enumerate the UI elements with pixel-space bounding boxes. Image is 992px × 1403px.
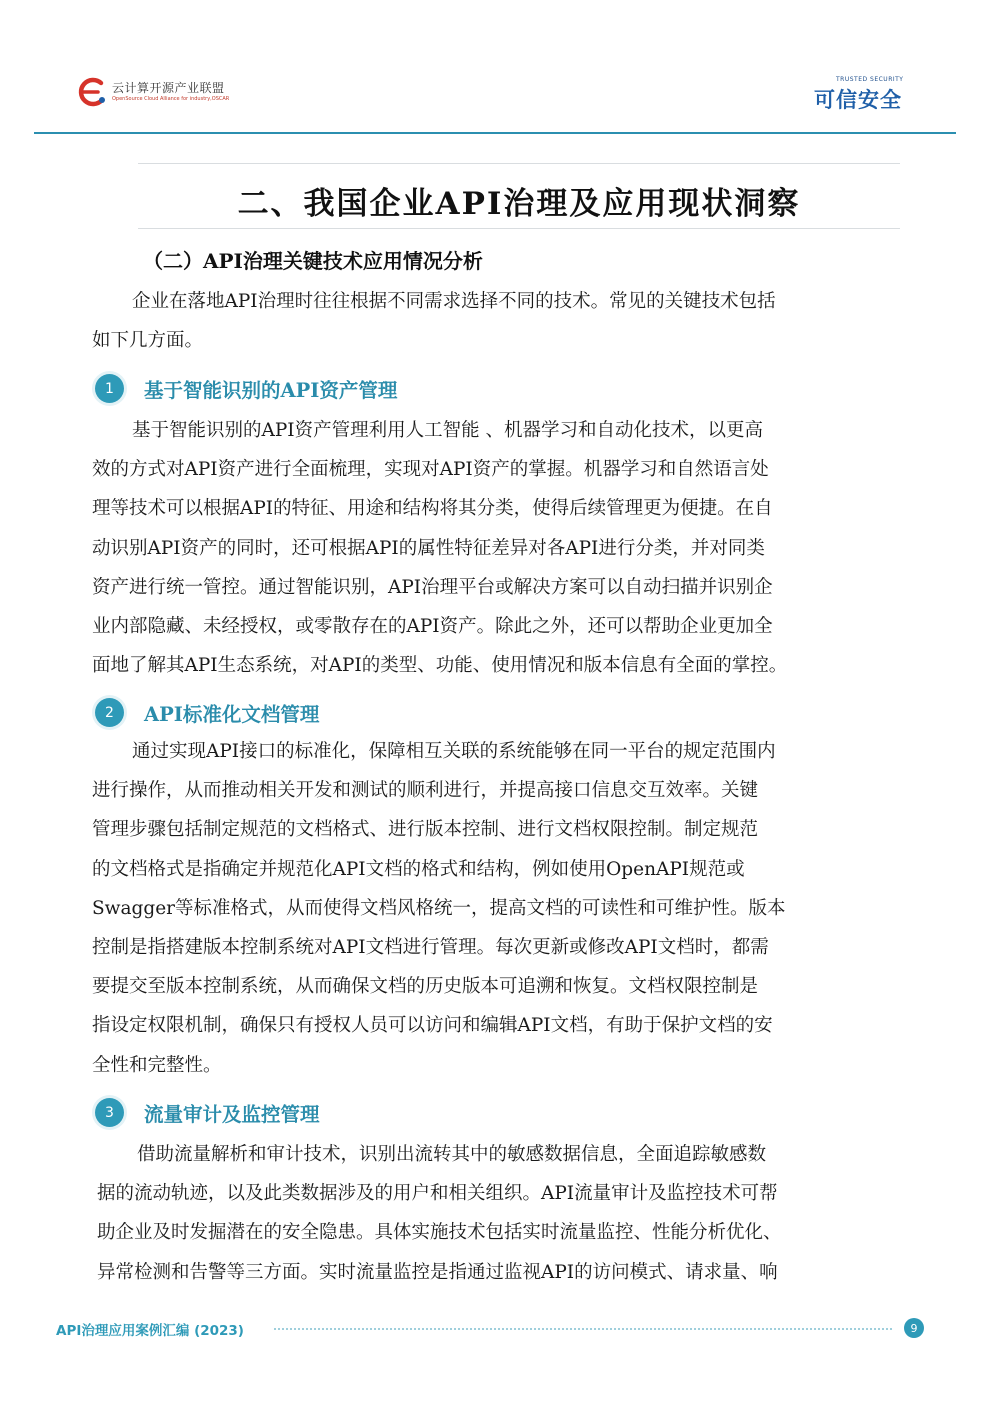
text-line: 通过实现API接口的标准化，保障相互关联的系统能够在同一平台的规定范围内 — [132, 741, 776, 762]
section-title: 基于智能识别的API资产管理 — [144, 378, 398, 402]
footer-dotted-line — [274, 1328, 892, 1330]
section-3-paragraph — [97, 1135, 897, 1292]
section-1-heading — [95, 374, 397, 403]
text-line: 管理步骤包括制定规范的文档格式、进行版本控制、进行文档权限控制。制定规范 — [92, 819, 759, 841]
section-number-badge: 1 — [95, 374, 124, 403]
text-line: 动识别API资产的同时，还可根据API的属性特征差异对各API进行分类，并对同类 — [92, 537, 765, 559]
text-line: 如下几方面。 — [92, 330, 204, 352]
section-title: 流量审计及监控管理 — [144, 1102, 320, 1126]
page-footer — [0, 1310, 992, 1350]
text-line: 指设定权限机制，确保只有授权人员可以访问和编辑API文档，有助于保护文档的安 — [92, 1015, 773, 1037]
oscar-logo — [74, 76, 229, 108]
text-line: 异常检测和告警等三方面。实时流量监控是指通过监视API的访问模式、请求量、响 — [97, 1261, 778, 1283]
text-line: 理等技术可以根据API的特征、用途和结构将其分类，使得后续管理更为便捷。在自 — [92, 498, 773, 520]
text-line: 业内部隐藏、未经授权，或零散存在的API资产。除此之外，还可以帮助企业更加全 — [92, 616, 773, 638]
section-2-paragraph — [92, 732, 892, 1085]
page-number: 9 — [904, 1318, 924, 1338]
oscar-logo-icon — [74, 76, 108, 108]
text-line: 的文档格式是指确定并规范化API文档的格式和结构，例如使用OpenAPI规范或 — [92, 858, 745, 880]
section-2-heading — [95, 698, 319, 727]
brand-big-text: 可信安全 — [814, 88, 902, 112]
section-title: API标准化文档管理 — [144, 702, 320, 726]
section-3-heading — [95, 1098, 320, 1127]
text-line: 面地了解其API生态系统，对API的类型、功能、使用情况和版本信息有全面的掌控。 — [92, 655, 788, 677]
page-header — [0, 0, 992, 135]
trusted-security-logo — [808, 76, 920, 110]
text-line: 效的方式对API资产进行全面梳理，实现对API资产的掌握。机器学习和自然语言处 — [92, 459, 769, 481]
text-line: 借助流量解析和审计技术，识别出流转其中的敏感数据信息，全面追踪敏感数 — [137, 1144, 767, 1165]
section-number-badge: 2 — [95, 698, 124, 727]
chapter-title: 二、我国企业API治理及应用现状洞察 — [237, 186, 801, 222]
section-subheading: （二）API治理关键技术应用情况分析 — [143, 249, 483, 273]
header-divider — [34, 132, 956, 134]
text-line: 进行操作，从而推动相关开发和测试的顺利进行，并提高接口信息交互效率。关键 — [92, 780, 759, 802]
section-1-paragraph — [92, 411, 892, 685]
intro-paragraph — [92, 282, 892, 360]
text-line: 资产进行统一管控。通过智能识别，API治理平台或解决方案可以自动扫描并识别企 — [92, 576, 773, 598]
text-line: 据的流动轨迹，以及此类数据涉及的用户和相关组织。API流量审计及监控技术可帮 — [97, 1183, 778, 1205]
brand-small-text: TRUSTED SECURITY — [836, 76, 904, 83]
footer-title: API治理应用案例汇编 (2023) — [56, 1323, 244, 1339]
text-line: 助企业及时发掘潜在的安全隐患。具体实施技术包括实时流量监控、性能分析优化、 — [97, 1222, 782, 1244]
text-line: 全性和完整性。 — [92, 1054, 222, 1076]
text-line: 控制是指搭建版本控制系统对API文档进行管理。每次更新或修改API文档时，都需 — [92, 937, 769, 959]
org-name-cn: 云计算开源产业联盟 — [112, 81, 225, 95]
text-line: 要提交至版本控制系统，从而确保文档的历史版本可追溯和恢复。文档权限控制是 — [92, 976, 759, 998]
text-line: 基于智能识别的API资产管理利用人工智能 、机器学习和自动化技术，以更高 — [132, 420, 763, 441]
text-line: 企业在落地API治理时往往根据不同需求选择不同的技术。常见的关键技术包括 — [132, 291, 776, 312]
section-number-badge: 3 — [95, 1098, 124, 1127]
org-name-en: OpenSource Cloud Alliance for industry,OSCAR — [112, 96, 230, 102]
chapter-title-bar — [138, 163, 900, 229]
text-line: Swagger等标准格式，从而使得文档风格统一，提高文档的可读性和可维护性。版本 — [92, 897, 786, 919]
